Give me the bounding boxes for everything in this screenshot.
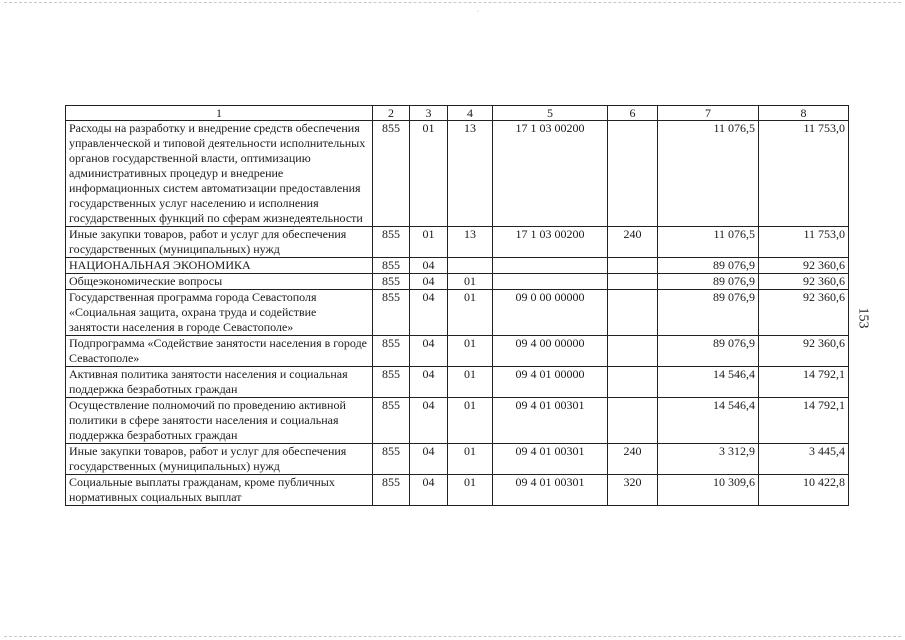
cell-target-code: 09 4 00 00000	[493, 336, 608, 367]
header-cell: 6	[608, 106, 658, 121]
cell-target-code: 09 4 01 00301	[493, 398, 608, 444]
row-name-cell: Активная политика занятости населения и социальная поддержка безработных граждан	[66, 367, 373, 398]
table-row	[66, 227, 849, 258]
header-cell: 8	[759, 106, 849, 121]
table-row	[66, 444, 849, 475]
cell-ministry: 855	[373, 121, 410, 227]
cell-target-code: 17 1 03 00200	[493, 121, 608, 227]
cell-amount-8: 92 360,6	[759, 258, 849, 274]
cell-section: 04	[410, 398, 448, 444]
cell-expense-type	[608, 367, 658, 398]
cell-target-code: 09 4 01 00301	[493, 475, 608, 506]
table-row	[66, 290, 849, 336]
header-row	[66, 106, 849, 121]
header-cell: 1	[66, 106, 373, 121]
cell-expense-type: 240	[608, 444, 658, 475]
cell-expense-type: 240	[608, 227, 658, 258]
cell-subsection: 01	[448, 336, 493, 367]
cell-ministry: 855	[373, 475, 410, 506]
cell-section: 04	[410, 367, 448, 398]
row-name-cell: Общеэкономические вопросы	[66, 274, 373, 290]
cell-amount-8: 14 792,1	[759, 367, 849, 398]
cell-amount-7: 89 076,9	[658, 290, 759, 336]
cell-amount-7: 14 546,4	[658, 398, 759, 444]
cell-target-code	[493, 258, 608, 274]
cell-section: 04	[410, 274, 448, 290]
row-name-cell: Государственная программа города Севастополя «Социальная защита, охрана труда и содействие занятости населения в городе Севастополе»	[66, 290, 373, 336]
cell-amount-7: 10 309,6	[658, 475, 759, 506]
cell-amount-7: 89 076,9	[658, 336, 759, 367]
row-name-cell: Иные закупки товаров, работ и услуг для обеспечения государственных (муниципальных) нужд	[66, 444, 373, 475]
table-row	[66, 367, 849, 398]
row-name-cell: Расходы на разработку и внедрение средств обеспечения управленческой и типовой деятельности исполнительных органов государственной власти, оптимизацию административных процедур и внедрение информационных систем автоматизации предоставления государственных услуг населению и исполнения государственных функций по сферам жизнедеятельности	[66, 121, 373, 227]
cell-target-code: 17 1 03 00200	[493, 227, 608, 258]
page-number: 153	[855, 307, 871, 329]
cell-section: 04	[410, 290, 448, 336]
row-name-cell: Социальные выплаты гражданам, кроме публичных нормативных социальных выплат	[66, 475, 373, 506]
table-row	[66, 475, 849, 506]
page-edge-top	[4, 2, 901, 3]
cell-ministry: 855	[373, 258, 410, 274]
cell-expense-type	[608, 258, 658, 274]
budget-table	[65, 105, 849, 506]
cell-ministry: 855	[373, 367, 410, 398]
cell-amount-8: 11 753,0	[759, 121, 849, 227]
header-cell: 7	[658, 106, 759, 121]
cell-section: 04	[410, 258, 448, 274]
cell-ministry: 855	[373, 290, 410, 336]
cell-amount-7: 11 076,5	[658, 121, 759, 227]
table-row	[66, 121, 849, 227]
cell-target-code: 09 4 01 00301	[493, 444, 608, 475]
cell-ministry: 855	[373, 336, 410, 367]
table-row	[66, 336, 849, 367]
cell-target-code	[493, 274, 608, 290]
header-cell: 3	[410, 106, 448, 121]
cell-amount-7: 14 546,4	[658, 367, 759, 398]
header-cell: 5	[493, 106, 608, 121]
row-name-cell: Осуществление полномочий по проведению активной политики в сфере занятости населения и социальная поддержка безработных граждан	[66, 398, 373, 444]
cell-section: 01	[410, 227, 448, 258]
header-cell: 4	[448, 106, 493, 121]
row-name-cell: Иные закупки товаров, работ и услуг для обеспечения государственных (муниципальных) нужд	[66, 227, 373, 258]
cell-section: 04	[410, 444, 448, 475]
row-name-cell: Подпрограмма «Содействие занятости населения в городе Севастополе»	[66, 336, 373, 367]
cell-subsection: 01	[448, 274, 493, 290]
cell-amount-8: 11 753,0	[759, 227, 849, 258]
cell-section: 04	[410, 475, 448, 506]
cell-amount-8: 92 360,6	[759, 274, 849, 290]
cell-section: 01	[410, 121, 448, 227]
cell-amount-8: 92 360,6	[759, 290, 849, 336]
cell-ministry: 855	[373, 398, 410, 444]
table-row	[66, 274, 849, 290]
cell-expense-type	[608, 336, 658, 367]
cell-target-code: 09 0 00 00000	[493, 290, 608, 336]
cell-expense-type	[608, 121, 658, 227]
cell-subsection: 13	[448, 227, 493, 258]
cell-subsection: 01	[448, 475, 493, 506]
cell-subsection: 01	[448, 444, 493, 475]
table-row	[66, 398, 849, 444]
cell-expense-type: 320	[608, 475, 658, 506]
cell-target-code: 09 4 01 00000	[493, 367, 608, 398]
row-name-cell: НАЦИОНАЛЬНАЯ ЭКОНОМИКА	[66, 258, 373, 274]
cell-amount-8: 92 360,6	[759, 336, 849, 367]
cell-ministry: 855	[373, 274, 410, 290]
cell-section: 04	[410, 336, 448, 367]
cell-subsection: 01	[448, 367, 493, 398]
cell-subsection	[448, 258, 493, 274]
cell-expense-type	[608, 398, 658, 444]
scan-mark: ·	[477, 9, 479, 15]
cell-ministry: 855	[373, 444, 410, 475]
cell-amount-8: 10 422,8	[759, 475, 849, 506]
cell-amount-7: 89 076,9	[658, 258, 759, 274]
cell-expense-type	[608, 274, 658, 290]
cell-subsection: 01	[448, 290, 493, 336]
cell-amount-7: 11 076,5	[658, 227, 759, 258]
cell-expense-type	[608, 290, 658, 336]
page-edge-bottom	[4, 636, 901, 637]
cell-subsection: 13	[448, 121, 493, 227]
cell-amount-7: 3 312,9	[658, 444, 759, 475]
header-cell: 2	[373, 106, 410, 121]
table-row	[66, 258, 849, 274]
cell-amount-8: 3 445,4	[759, 444, 849, 475]
cell-amount-8: 14 792,1	[759, 398, 849, 444]
cell-subsection: 01	[448, 398, 493, 444]
cell-ministry: 855	[373, 227, 410, 258]
cell-amount-7: 89 076,9	[658, 274, 759, 290]
